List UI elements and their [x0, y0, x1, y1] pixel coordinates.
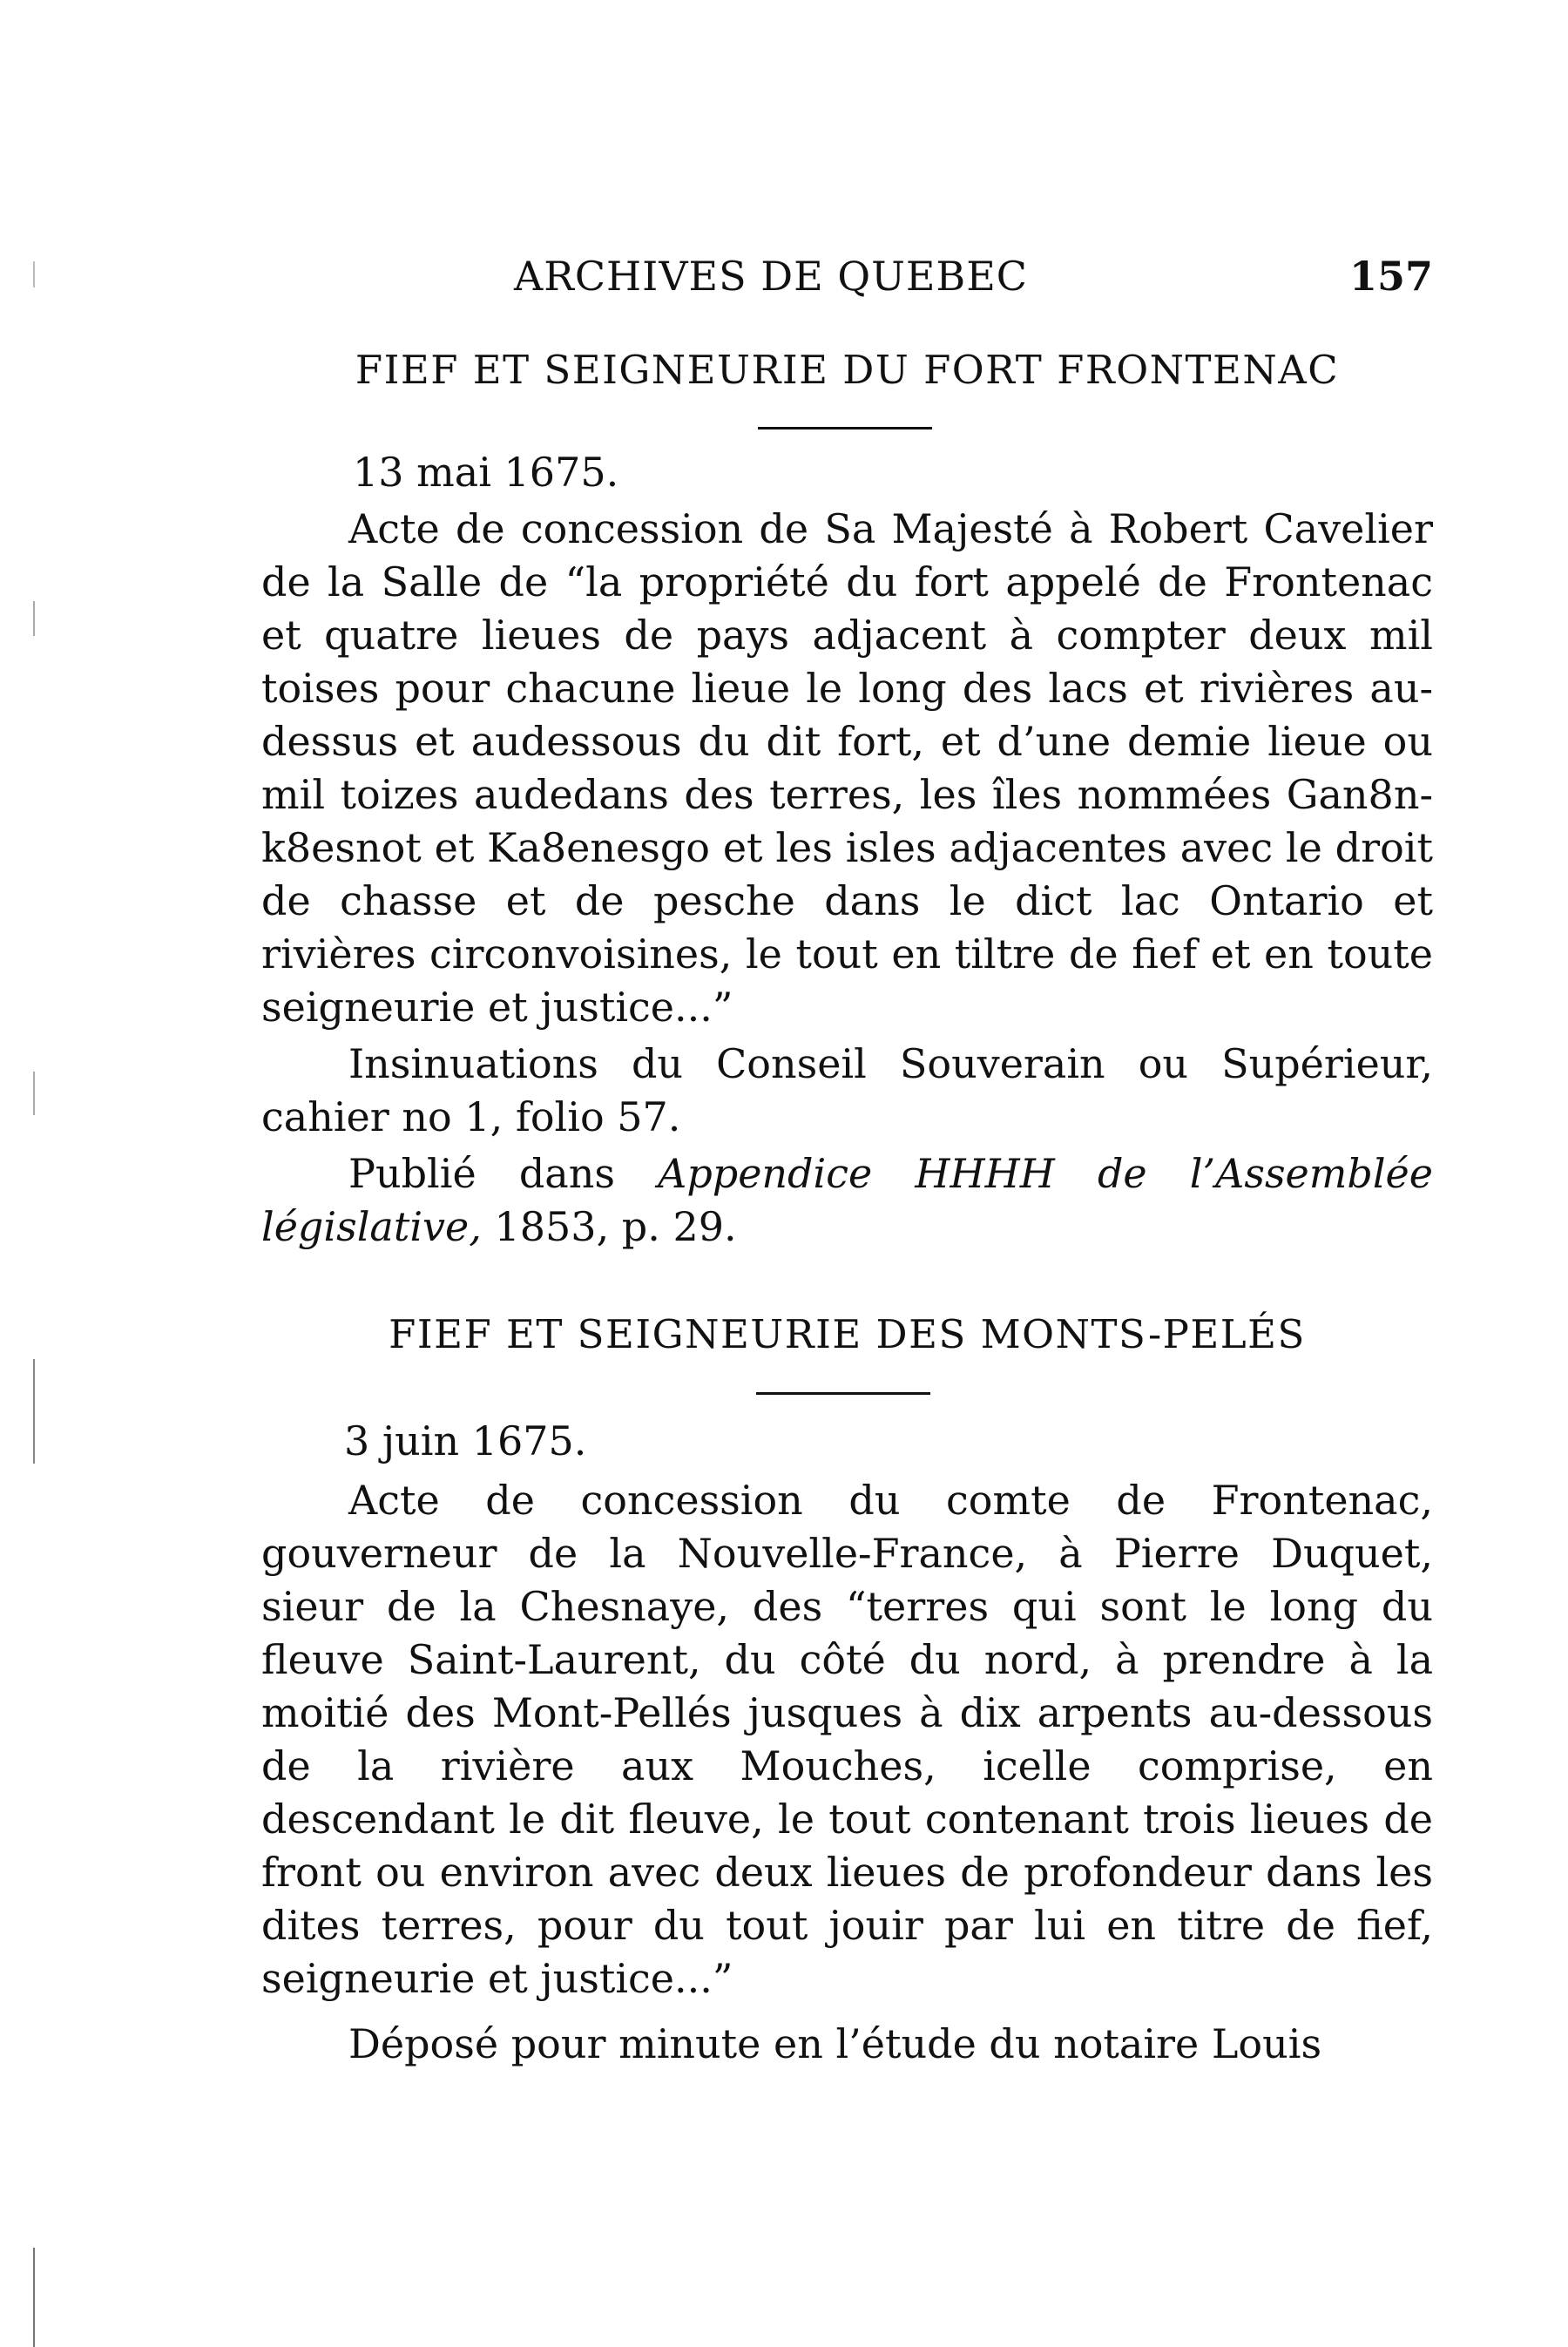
- scan-margin-mark: [33, 2248, 35, 2347]
- section-date: 13 mai 1675.: [353, 449, 619, 496]
- scan-margin-mark: [33, 261, 35, 287]
- scan-margin-mark: [33, 601, 35, 636]
- section-heading-fort-frontenac: FIEF ET SEIGNEURIE DU FORT FRONTENAC: [355, 347, 1340, 393]
- published-prefix: Publié dans: [348, 1150, 659, 1197]
- published-paragraph: [261, 1147, 1433, 1254]
- page-number: 157: [1348, 253, 1433, 300]
- scan-margin-mark: [33, 1072, 35, 1115]
- section-date: 3 juin 1675.: [344, 1417, 587, 1464]
- section-divider: [756, 1392, 930, 1395]
- deposit-paragraph: Déposé pour minute en l’étude du notaire Louis: [348, 2020, 1322, 2067]
- scan-margin-mark: [33, 1359, 35, 1464]
- section-divider: [758, 427, 932, 429]
- source-paragraph: Insinuations du Conseil Souverain ou Supérieur, cahier no 1, folio 57.: [261, 1040, 1433, 1140]
- running-title: ARCHIVES DE QUEBEC: [514, 253, 1028, 300]
- published-title: Appendice HHHH de l’Assemblée législative,: [261, 1150, 1433, 1250]
- running-head: [261, 253, 1433, 314]
- section-heading-monts-peles: FIEF ET SEIGNEURIE DES MONTS-PELÉS: [389, 1311, 1306, 1357]
- section-body: [261, 503, 1433, 1254]
- section-body: [261, 1474, 1433, 2071]
- published-suffix: 1853, p. 29.: [481, 1203, 737, 1250]
- concession-paragraph: Acte de concession de Sa Majesté à Robert Cavelier de la Salle de “la propriété du fort appelé de Frontenac et quatre lieues de pays adjacent à compter deux mil toises pour chacune lieue le long des lacs et rivières au-dessus et audessous du dit fort, et d’une demie lieue ou mil toizes audedans des terres, les îles nommées Gan8n-k8esnot et Ka8enesgo et les isles adjacentes avec le droit de chasse et de pesche dans le dict lac Ontario et rivières circonvoisines, le tout en tiltre de fief et en toute seigneurie et justice...”: [261, 505, 1433, 1031]
- concession-paragraph: Acte de concession du comte de Frontenac, gouverneur de la Nouvelle-France, à Pierre Duquet, sieur de la Chesnaye, des “terres qui sont le long du fleuve Saint-Laurent, du côté du nord, à prendre à la moitié des Mont-Pellés jusques à dix arpents au-dessous de la rivière aux Mouches, icelle comprise, en descendant le dit fleuve, le tout contenant trois lieues de front ou environ avec deux lieues de profondeur dans les dites terres, pour du tout jouir par lui en titre de fief, seigneurie et justice...”: [261, 1477, 1433, 2002]
